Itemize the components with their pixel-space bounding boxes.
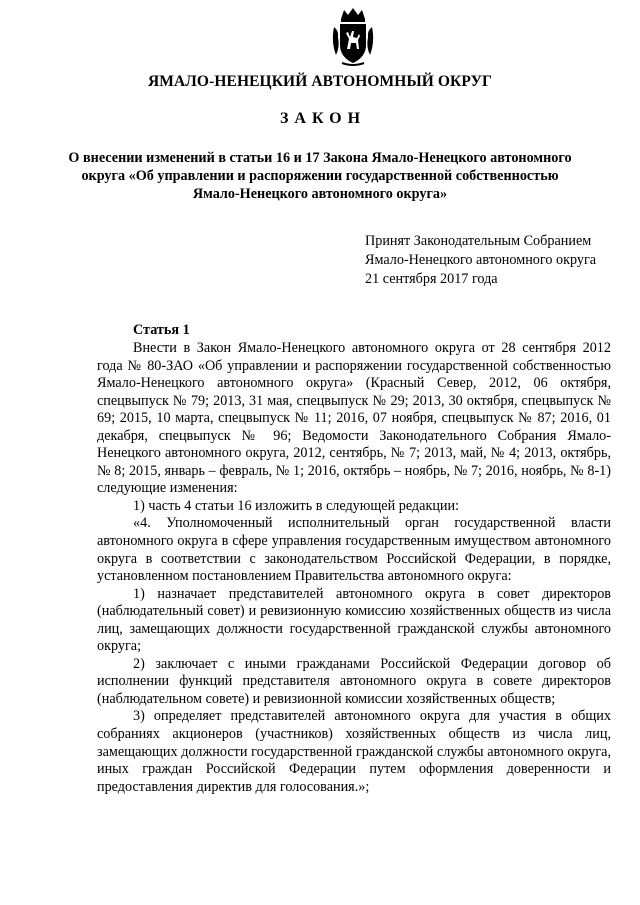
paragraph: 1) назначает представителей автономного округа в совет директоров (наблюдательный совет) и ревизионную комиссию хозяйственных обществ из числа лиц, замещающих должности государственной гражданской службы автономного округа; bbox=[97, 585, 611, 655]
paragraph: 1) часть 4 статьи 16 изложить в следующей редакции: bbox=[133, 497, 460, 514]
adoption-line-1: Принят Законодательным Собранием bbox=[365, 233, 592, 249]
law-title: О внесении изменений в статьи 16 и 17 Закона Ямало-Ненецкого автономного округа «Об управлении и распоряжении государственной собственностью Ямало-Ненецкого автономного округа» bbox=[68, 150, 572, 203]
coat-of-arms-icon bbox=[330, 7, 376, 67]
adoption-note bbox=[365, 232, 625, 289]
paragraph: 2) заключает с иными гражданами Российской Федерации договор об исполнении функций представителя автономного округа в совете директоров (наблюдательном совете) и ревизионной комиссии хозяйственных обществ; bbox=[97, 655, 611, 707]
paragraph: «4. Уполномоченный исполнительный орган государственной власти автономного округа в сфере управления государственным имуществом автономного округа в соответствии с законодательством Российской Федерации, в порядке, установленном постановлением Правительства автономного округа: bbox=[97, 515, 611, 585]
region-name: ЯМАЛО-НЕНЕЦКИЙ АВТОНОМНЫЙ ОКРУГ bbox=[147, 73, 493, 90]
adoption-date: 21 сентября 2017 года bbox=[365, 271, 498, 287]
article-body bbox=[97, 340, 611, 796]
adoption-line-2: Ямало-Ненецкого автономного округа bbox=[365, 252, 597, 268]
document-type: ЗАКОН bbox=[279, 110, 367, 127]
paragraph: Внести в Закон Ямало-Ненецкого автономного округа от 28 сентября 2012 года № 80-ЗАО «Об управлении и распоряжении государственной собственностью Ямало-Ненецкого автономного округа» (Красный Север, 2012, 06 октября, спецвыпуск № 79; 2013, 31 мая, спецвыпуск № 29; 2013, 30 октября, спецвыпуск № 69; 2015, 10 марта, спецвыпуск № 11; 2016, 07 ноября, спецвыпуск № 87; 2016, 01 декабря, спецвыпуск № 96; Ведомости Законодательного Собрания Ямало-Ненецкого автономного округа, 2012, сентябрь, № 7; 2013, май, № 4; 2013, октябрь, № 8; 2015, январь – февраль, № 1; 2016, октябрь – ноябрь, № 7; 2016, ноябрь, № 8-1) следующие изменения: bbox=[97, 340, 611, 497]
paragraph: 3) определяет представителей автономного округа для участия в общих собраниях акционеров (участников) хозяйственных обществ из числа лиц, замещающих должности государственной гражданской службы автономного округа, иных граждан Российской Федерации путем оформления доверенности и предоставления директив для голосования.»; bbox=[97, 708, 611, 795]
article-heading: Статья 1 bbox=[133, 322, 190, 338]
